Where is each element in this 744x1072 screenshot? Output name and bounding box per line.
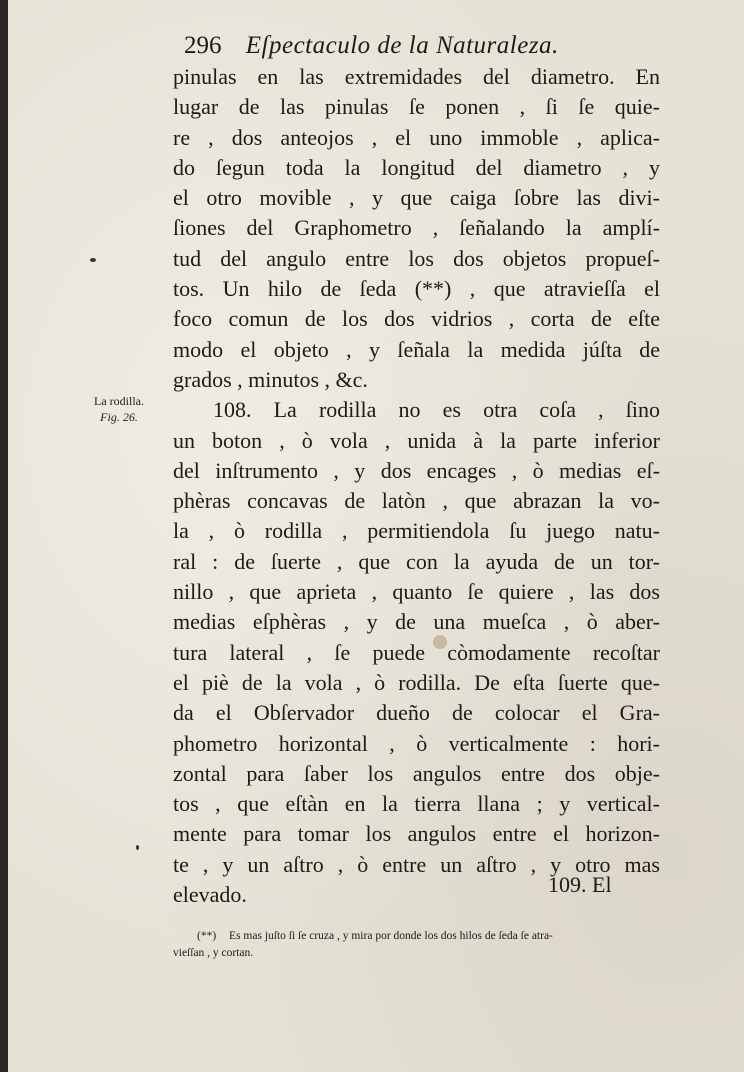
text-line: da el Obſervador dueño de colocar el Gra- bbox=[173, 700, 660, 726]
footnote-text-line: Es mas juſto ſi ſe cruza , y mira por donde los dos hilos de ſeda ſe atra- bbox=[229, 930, 553, 942]
text-line: del inſtrumento , y dos encages , ò medias eſ- bbox=[173, 457, 660, 483]
marginal-note-label: La rodilla. bbox=[94, 394, 144, 408]
text-line: tos , que eſtàn en la tierra llana ; y vertical- bbox=[173, 791, 660, 817]
text-line: ſiones del Graphometro , ſeñalando la amplí- bbox=[173, 215, 660, 241]
text-line: tud del angulo entre los dos objetos propueſ- bbox=[173, 245, 660, 271]
marginal-note bbox=[84, 393, 154, 425]
text-line: nillo , que aprieta , quanto ſe quiere , las dos bbox=[173, 579, 660, 605]
text-line: lugar de las pinulas ſe ponen , ſi ſe quie- bbox=[173, 94, 660, 120]
text-line: pinulas en las extremidades del diametro. En bbox=[173, 64, 660, 89]
text-line: tura lateral , ſe puede còmodamente recoſtar bbox=[173, 639, 660, 665]
text-line: do ſegun toda la longitud del diametro , y bbox=[173, 154, 660, 180]
footnote-marker: (**) bbox=[197, 930, 217, 942]
text-line: la , ò rodilla , permitiendola ſu juego natu- bbox=[173, 518, 660, 544]
footnote-text-line: vieſſan , y cortan. bbox=[173, 947, 254, 959]
figure-reference: Fig. 26. bbox=[100, 410, 138, 424]
text-line: el piè de la vola , ò rodilla. De eſta ſuerte que- bbox=[173, 669, 660, 695]
body-text bbox=[173, 62, 660, 910]
text-line: mente para tomar los angulos entre el horizon- bbox=[173, 821, 660, 847]
running-title: Eſpectaculo de la Naturaleza. bbox=[245, 32, 559, 59]
text-line: modo el objeto , y ſeñala la medida júſta de bbox=[173, 336, 660, 362]
text-line: te , y un aſtro , ò entre un aſtro , y otro mas bbox=[173, 851, 660, 877]
text-line: phometro horizontal , ò verticalmente : hori- bbox=[173, 730, 660, 756]
text-line: elevado. bbox=[173, 882, 247, 908]
text-line: medias eſphèras , y de una mueſca , ò aber- bbox=[173, 609, 660, 635]
text-line: el otro movible , y que caiga ſobre las divi- bbox=[173, 185, 660, 211]
text-line: ral : de ſuerte , que con la ayuda de un tor- bbox=[173, 548, 660, 574]
text-line: tos. Un hilo de ſeda (**) , que atravieſſa el bbox=[173, 276, 660, 302]
paragraph-start-line: 108. La rodilla no es otra coſa , ſino bbox=[213, 397, 660, 423]
text-line: un boton , ò vola , unida à la parte inferior bbox=[173, 427, 660, 453]
paper-stain bbox=[433, 635, 447, 649]
ink-fleck bbox=[90, 258, 96, 262]
text-line: zontal para ſaber los angulos entre dos obje- bbox=[173, 760, 660, 786]
page-number: 296 bbox=[184, 32, 222, 59]
catchword: 109. El bbox=[548, 872, 612, 897]
text-line: phèras concavas de latòn , que abrazan la vo- bbox=[173, 488, 660, 514]
text-line: foco comun de los dos vidrios , corta de eſte bbox=[173, 306, 660, 332]
text-line: re , dos anteojos , el uno immoble , aplica- bbox=[173, 124, 660, 150]
page-header bbox=[184, 32, 559, 60]
text-line: grados , minutos , &c. bbox=[173, 366, 368, 392]
footnote bbox=[173, 928, 663, 962]
book-page bbox=[8, 0, 744, 1072]
ink-fleck bbox=[136, 845, 139, 850]
